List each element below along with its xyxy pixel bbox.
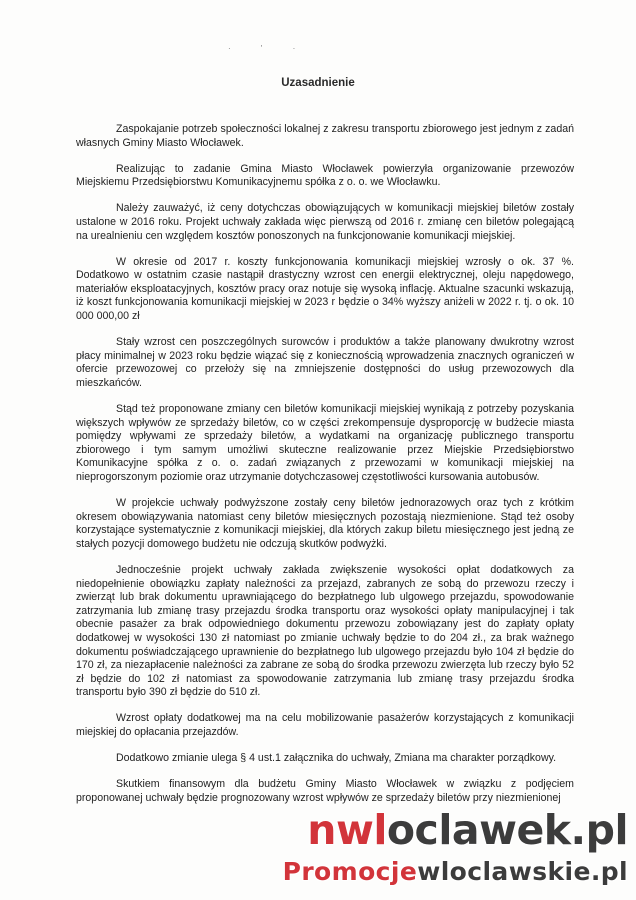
paragraph-11: Skutkiem finansowym dla budżetu Gminy Miasto Włocławek w związku z podjęciem proponowanej uchwały będzie prognozowany wzrost wpływów ze sprzedaży biletów przy niezmienionej [76,778,574,804]
watermark-promocjewloclawskie [283,857,628,886]
watermark-line1-dark: oclawek.pl [386,806,628,854]
watermark-line2-red: Promocje [282,857,418,886]
paragraph-10: Dodatkowo zmianie ulega § 4 ust.1 załącznika do uchwały, Zmiana ma charakter porządkowy. [116,752,557,765]
paragraph-7: W projekcie uchwały podwyższone zostały ceny biletów jednorazowych oraz tych z krótkim okresem obowiązywania natomiast ceny biletów miesięcznych pozostają niezmienione. Stąd też osoby korzystające systematycznie z komunikacji miejskiej, dla których zakup biletu miesięcznego jest jedną ze stałych pozycji domowego budżetu nie odczują skutków podwyżki. [76,497,574,550]
watermark-nwloclawek [307,806,628,854]
paragraph-5: Stały wzrost cen poszczególnych surowców i produktów a także planowany dwukrotny wzrost płacy minimalnej w 2023 roku będzie wiązać się z koniecznością wprowadzenia znacznych ograniczeń w ofercie przewozowej co przełoży się na zmniejszenie dostępności do usług przewozowych dla mieszkańców. [76,336,574,389]
document-body [76,123,574,818]
paragraph-1: Zaspokajanie potrzeb społeczności lokalnej z zakresu transportu zbiorowego jest jednym z zadań własnych Gminy Miasto Włocławek. [76,123,574,149]
paragraph-2: Realizując to zadanie Gmina Miasto Włocławek powierzyła organizowanie przewozów Miejskiemu Przedsiębiorstwu Komunikacyjnemu spółka z o. o. we Włocławku. [76,162,574,189]
paragraph-9: Wzrost opłaty dodatkowej ma na celu mobilizowanie pasażerów korzystających z komunikacji miejskiej do opłacania przejazdów. [76,712,574,738]
watermark-line1-red: nwl [307,806,387,854]
paragraph-6: Stąd też proponowane zmiany cen biletów komunikacji miejskiej wynikają z potrzeby pozyskania większych wpływów ze sprzedaży biletów, co w części zrekompensuje dysproporcję w budżecie miasta pomiędzy wpływami ze sprzedaży biletów, a wydatkami na organizację publicznego transportu zbiorowego i tym samym umożliwi skuteczne realizowanie przez Miejskie Przedsiębiorstwo Komunikacyjne spółka z o. o. zadań związanych z przewozami w komunikacji miejskiej na nieprogorszonym poziomie oraz utrzymanie dotychczasowej częstotliwości kursowania autobusów. [76,403,574,483]
scan-specks: · ' · [228,44,310,53]
document-title: Uzasadnienie [281,77,355,89]
paragraph-8: Jednocześnie projekt uchwały zakłada zwiększenie wysokości opłat dodatkowych za niedopełnienie obowiązku zapłaty należności za przejazd, zabranych ze sobą do przewozu rzeczy i zwierząt lub brak dokumentu uprawniającego do bezpłatnego lub ulgowego przejazdu, spowodowanie zatrzymania lub zmianę trasy przejazdu środka transportu oraz wysokości opłaty manipulacyjnej i tak obecnie pasażer za brak odpowiedniego dokumentu przewozu zobowiązany jest do zapłaty opłaty dodatkowej w wysokości 130 zł natomiast po zmianie uchwały będzie to do 204 zł., za brak ważnego dokumentu poświadczającego uprawnienie do bezpłatnego lub ulgowego przejazdu było 104 zł będzie do 170 zł, za niezapłacenie należności za zabrane ze sobą do środka przewozu zwierzęta lub rzeczy było 52 zł będzie do 102 zł natomiast za spowodowanie zatrzymania lub zmianę trasy przejazdu środka transportu było 390 zł będzie do 510 zł. [76,563,574,699]
watermark-line2-dark: wloclawskie.pl [417,857,628,886]
paragraph-4: W okresie od 2017 r. koszty funkcjonowania komunikacji miejskiej wzrosły o ok. 37 %. Dodatkowo w ostatnim czasie nastąpił drastyczny wzrost cen energii elektrycznej, oleju napędowego, materiałów eksploatacyjnych, kosztów pracy oraz notuje się wysoką inflację. Aktualne szacunki wskazują, iż koszt funkcjonowania komunikacji miejskiej w 2023 r będzie o 34% wyższy aniżeli w 2022 r. tj. o ok. 10 000 000,00 zł [76,255,574,323]
paragraph-3: Należy zauważyć, iż ceny dotychczas obowiązujących w komunikacji miejskiej biletów zostały ustalone w 2016 roku. Projekt uchwały zakłada więc pierwszą od 2016 r. zmianę cen biletów polegającą na urealnieniu cen względem kosztów ponoszonych na funkcjonowanie komunikacji miejskiej. [76,202,574,242]
